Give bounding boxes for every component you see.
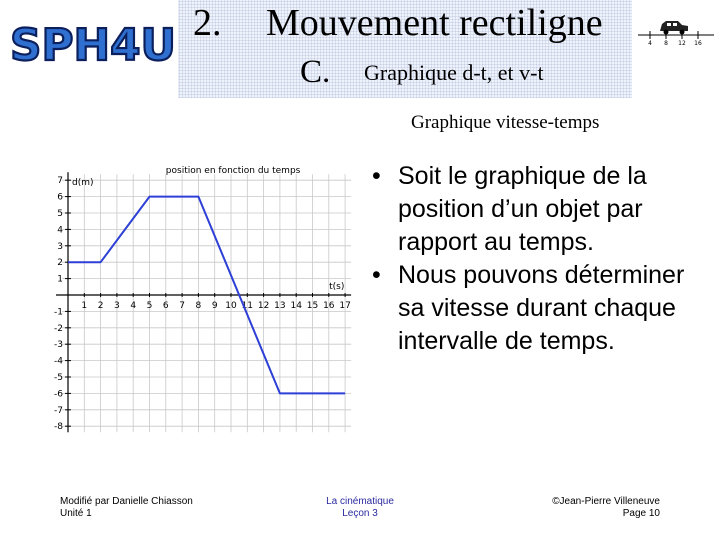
- y-tick-label: -5: [54, 373, 63, 383]
- x-tick-label: 10: [225, 301, 237, 311]
- x-tick-label: 15: [306, 301, 319, 311]
- page-subtitle: Graphique d-t, et v-t: [364, 60, 544, 85]
- x-tick-label: 11: [241, 301, 254, 311]
- y-tick-label: 1: [57, 274, 63, 285]
- y-tick-label: -1: [54, 307, 63, 318]
- x-tick-label: 2: [97, 301, 104, 311]
- x-tick-label: 12: [257, 301, 270, 311]
- section-heading: Graphique vitesse-temps: [411, 112, 600, 133]
- y-tick-label: 3: [57, 241, 63, 252]
- footer-unit-line: Unité 1: [60, 508, 92, 519]
- x-tick-label: 1: [81, 301, 88, 311]
- footer-copyright: [500, 496, 660, 520]
- y-tick-label: 2: [57, 258, 63, 269]
- bullet-list: [370, 160, 715, 358]
- title-number: 2.: [193, 2, 222, 44]
- bullet-item: [370, 259, 715, 358]
- page-title: Mouvement rectiligne: [266, 2, 603, 44]
- x-tick-label: 17: [339, 301, 351, 311]
- x-tick-label: 4: [130, 301, 137, 311]
- y-tick-label: 6: [57, 192, 63, 203]
- footer-course-line: La cinématique: [326, 496, 394, 507]
- footer-copyright-line: ©Jean-Pierre Villeneuve: [552, 496, 660, 507]
- y-tick-label: -4: [54, 356, 63, 367]
- logo-text: SPH4U: [10, 20, 176, 71]
- x-tick-label: 7: [179, 301, 185, 311]
- y-tick-label: 5: [57, 209, 63, 219]
- y-tick-label: -3: [54, 340, 63, 351]
- car-scale-label: 16: [694, 40, 702, 47]
- subtitle-letter: C.: [300, 54, 331, 90]
- x-tick-label: 14: [290, 301, 302, 311]
- car-scale-label: 4: [648, 40, 652, 47]
- x-tick-label: 5: [146, 301, 153, 311]
- y-tick-label: -7: [54, 405, 63, 416]
- bullet-item: [370, 160, 715, 259]
- footer-author: [60, 496, 193, 520]
- chart-title: position en fonction du temps: [165, 166, 301, 177]
- x-tick-label: 16: [323, 301, 335, 311]
- footer-course: [296, 496, 424, 520]
- sph4u-logo: [6, 10, 182, 70]
- y-tick-label: -8: [54, 422, 63, 433]
- footer-page-line: Page 10: [622, 508, 660, 519]
- footer-lesson-line: Leçon 3: [342, 508, 378, 519]
- x-axis-label: t(s): [329, 282, 345, 292]
- x-tick-label: 3: [114, 301, 120, 311]
- footer-author-line: Modifié par Danielle Chiasson: [60, 496, 193, 507]
- car-number-line-icon: [636, 8, 716, 46]
- y-axis-label: d(m): [72, 178, 94, 189]
- y-tick-label: -6: [54, 389, 63, 400]
- bullet-text: Soit le graphique de la position d’un objet par rapport au temps.: [398, 162, 647, 256]
- bullet-marker: •: [372, 162, 381, 190]
- x-tick-label: 13: [274, 301, 286, 311]
- x-tick-label: 8: [195, 301, 202, 311]
- y-tick-label: 4: [57, 225, 63, 236]
- y-tick-label: 7: [57, 176, 63, 187]
- x-tick-label: 6: [162, 301, 169, 311]
- position-time-graph: [46, 166, 368, 462]
- car-scale-label: 12: [678, 40, 686, 47]
- x-tick-label: 9: [211, 301, 218, 311]
- car-scale-label: 8: [664, 40, 668, 47]
- bullet-marker: •: [372, 261, 381, 289]
- y-tick-label: -2: [54, 323, 63, 334]
- bullet-text: Nous pouvons déterminer sa vitesse durant chaque intervalle de temps.: [398, 261, 685, 355]
